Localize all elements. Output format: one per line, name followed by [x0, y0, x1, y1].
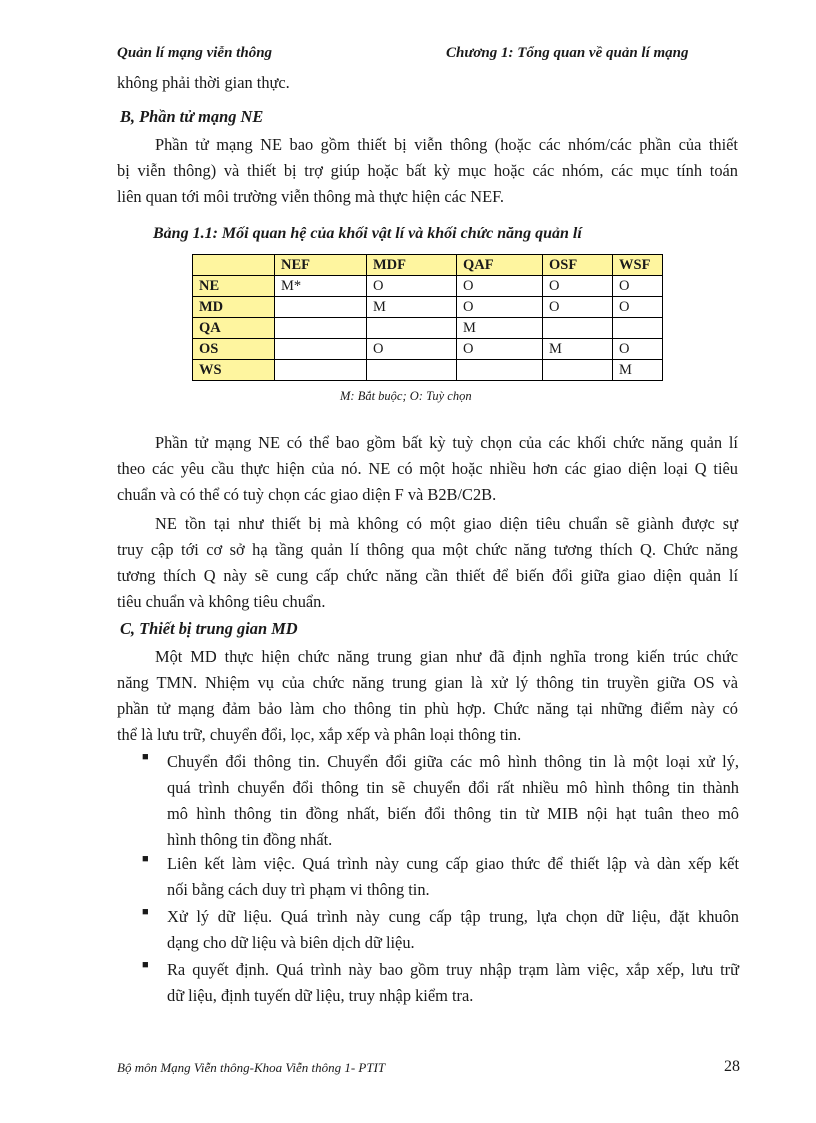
table-cell — [275, 297, 367, 318]
bullet-square-icon: ■ — [142, 751, 149, 763]
header-left: Quản lí mạng viễn thông — [117, 45, 273, 61]
column-header: WSF — [613, 255, 663, 276]
row-header: NE — [193, 276, 275, 297]
row-header: OS — [193, 339, 275, 360]
para-line: tiêu chuẩn và không tiêu chuẩn. — [117, 592, 326, 611]
bullet-line: dạng cho dữ liệu và biên dịch dữ liệu. — [167, 933, 415, 952]
para-line: năng TMN. Nhiệm vụ của chức năng trung gian là xử lý thông tin truyền giữa OS và — [117, 673, 738, 692]
table-cell: O — [367, 339, 457, 360]
table-caption: Bảng 1.1: Mối quan hệ của khối vật lí và khối chức năng quản lí — [153, 225, 582, 242]
para-line: thể là lưu trữ, chuyển đổi, lọc, xắp xếp và phân loại thông tin. — [117, 725, 522, 744]
section-b-heading: B, Phần tử mạng NE — [120, 107, 264, 126]
bullet-line: Xử lý dữ liệu. Quá trình này cung cấp tập trung, lựa chọn dữ liệu, đặt khuôn — [167, 907, 739, 926]
bullet-square-icon: ■ — [142, 959, 149, 971]
table-row — [193, 339, 663, 360]
bullet-line: mô hình thông tin đồng nhất, biến đổi thông tin từ MIB nội hạt tuân theo mô — [167, 804, 739, 823]
table-cell — [275, 339, 367, 360]
section-b-para-line: Phần tử mạng NE bao gồm thiết bị viễn thông (hoặc các nhóm/các phần của thiết — [155, 135, 738, 154]
bullet-line: quá trình chuyển đổi thông tin sẽ chuyển đổi rất nhiều mô hình thông tin thành — [167, 778, 739, 797]
page-number: 28 — [724, 1058, 740, 1075]
table-cell: O — [457, 339, 543, 360]
section-b-para-line: liên quan tới môi trường viễn thông mà thực hiện các NEF. — [117, 187, 505, 206]
column-header: MDF — [367, 255, 457, 276]
table-cell: O — [457, 276, 543, 297]
table-cell: O — [543, 297, 613, 318]
para-line: NE tồn tại như thiết bị mà không có một giao diện tiêu chuẩn sẽ giành được sự — [155, 514, 738, 533]
bullet-line: Liên kết làm việc. Quá trình này cung cấp giao thức để thiết lập và dàn xếp kết — [167, 854, 739, 873]
para-line: Một MD thực hiện chức năng trung gian như đã định nghĩa trong kiến trúc chức — [155, 647, 738, 666]
relationship-table — [192, 254, 663, 381]
bullet-square-icon: ■ — [142, 853, 149, 865]
para-line: chuẩn và có thể có tuỳ chọn các giao diện F và B2B/C2B. — [117, 485, 497, 504]
table-cell: M — [613, 360, 663, 381]
table-corner-cell — [193, 255, 275, 276]
table-cell — [367, 360, 457, 381]
table-legend: M: Bắt buộc; O: Tuỳ chọn — [340, 389, 472, 403]
table-row — [193, 276, 663, 297]
table-cell: M — [457, 318, 543, 339]
table-cell: M — [543, 339, 613, 360]
table-cell — [275, 360, 367, 381]
row-header: QA — [193, 318, 275, 339]
table-cell: O — [543, 276, 613, 297]
table-cell: O — [367, 276, 457, 297]
para-line: theo các yêu cầu thực hiện của nó. NE có một hoặc nhiều hơn các giao diện loại Q tiêu — [117, 459, 738, 478]
bullet-square-icon: ■ — [142, 906, 149, 918]
section-c-heading: C, Thiết bị trung gian MD — [120, 619, 298, 638]
table-cell — [457, 360, 543, 381]
table-cell: O — [613, 297, 663, 318]
table-row — [193, 297, 663, 318]
table-cell — [543, 360, 613, 381]
table-cell — [275, 318, 367, 339]
table-cell — [613, 318, 663, 339]
column-header: NEF — [275, 255, 367, 276]
bullet-line: hình thông tin đồng nhất. — [167, 830, 333, 849]
table-cell: O — [613, 339, 663, 360]
table-cell: M — [367, 297, 457, 318]
row-header: MD — [193, 297, 275, 318]
para-line: phần tử mạng đảm bảo làm cho thông tin phù hợp. Chức năng tại những điểm này có — [117, 699, 738, 718]
table-cell: O — [613, 276, 663, 297]
bullet-line: Chuyển đổi thông tin. Chuyển đổi giữa các mô hình thông tin là một loại xử lý, — [167, 752, 739, 771]
table-cell: M* — [275, 276, 367, 297]
table-cell — [543, 318, 613, 339]
para-line: tương thích Q này sẽ cung cấp chức năng cần thiết để biến đổi giữa giao diện quản lí — [117, 566, 738, 585]
row-header: WS — [193, 360, 275, 381]
intro-line: không phải thời gian thực. — [117, 73, 290, 92]
table-header-row — [193, 255, 663, 276]
column-header: QAF — [457, 255, 543, 276]
bullet-line: dữ liệu, định tuyến dữ liệu, truy nhập kiểm tra. — [167, 986, 474, 1005]
table-row — [193, 360, 663, 381]
table-row — [193, 318, 663, 339]
para-line: Phần tử mạng NE có thể bao gồm bất kỳ tuỳ chọn của các khối chức năng quản lí — [155, 433, 738, 452]
column-header: OSF — [543, 255, 613, 276]
bullet-line: Ra quyết định. Quá trình này bao gồm truy nhập trạm làm việc, xắp xếp, lưu trữ — [167, 960, 739, 979]
footer-text: Bộ môn Mạng Viễn thông-Khoa Viễn thông 1- PTIT — [117, 1060, 386, 1075]
section-b-para-line: bị viễn thông) và thiết bị trợ giúp hoặc bất kỳ mục hoặc các nhóm, các mục tính toán — [117, 161, 738, 180]
table-cell: O — [457, 297, 543, 318]
bullet-line: nối bằng cách duy trì phạm vi thông tin. — [167, 880, 430, 899]
header-right: Chương 1: Tổng quan về quản lí mạng — [446, 45, 689, 61]
para-line: truy cập tới cơ sở hạ tầng quản lí thông qua một chức năng tương thích Q. Chức năng — [117, 540, 738, 559]
table-cell — [367, 318, 457, 339]
